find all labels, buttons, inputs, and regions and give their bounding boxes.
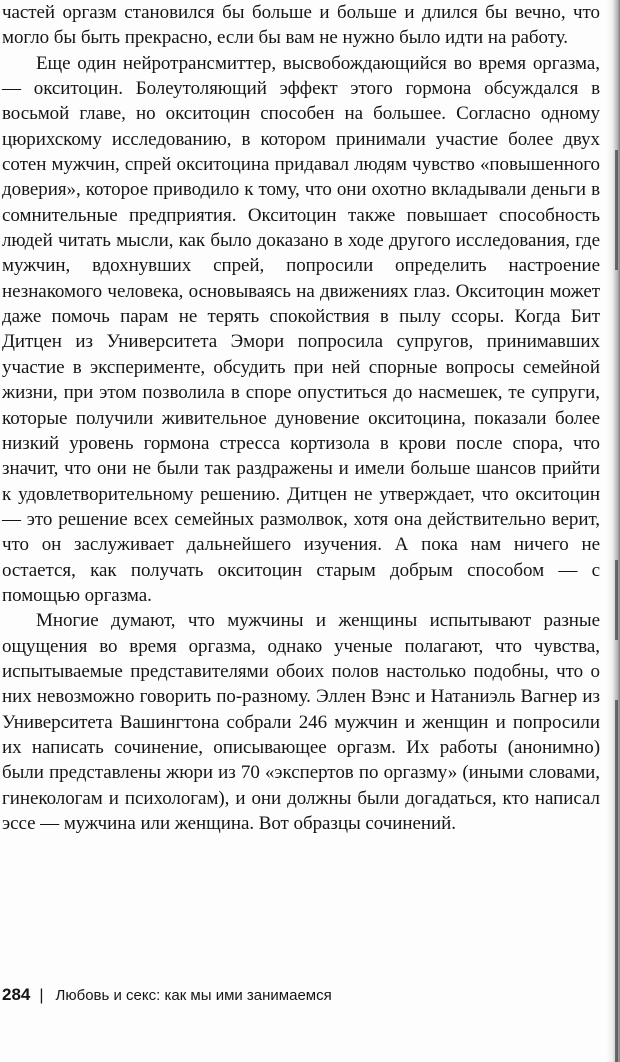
scan-edge-mark [615, 150, 618, 270]
paragraph-gender-orgasm: Многие думают, что мужчины и женщины испытывают разные ощущения во время оргазма, однако ученые полагают, что чувства, испытываемые представителями обоих полов настолько подобны, что о них невозможно говорить по-разному. Эллен Вэнс и Натаниэль Вагнер из Университета Вашингтона собрали 246 мужчин и женщин и попросили их написать сочинение, описывающее оргазм. Их работы (анонимно) были представлены жюри из 70 «экспертов по оргазму» (иными словами, гинекологам и психологам), и они должны были догадаться, кто написал эссе — мужчина или женщина. Вот образцы сочинений. [2, 610, 600, 834]
page-footer [2, 985, 332, 1005]
paragraph-oxytocin: Еще один нейротрансмиттер, высвобождающийся во время оргазма, — окситоцин. Болеутоляющий эффект этого гормона обсуждался в восьмой главе, но окситоцин способен на большее. Согласно одному цюрихскому исследованию, в котором принимали участие более двух сотен мужчин, спрей окситоцина придавал людям чувство «повышенного доверия», которое приводило к тому, что они охотно вкладывали деньги в сомнительные предприятия. Окситоцин также повышает способность людей читать мысли, как было доказано в ходе другого исследования, где мужчин, вдохнувших спрей, попросили определить настроение незнакомого человека, основываясь на движениях глаз. Окситоцин может даже помочь парам не терять спокойствия в пылу ссоры. Когда Бит Дитцен из Университета Эмори попросила супругов, принимавших участие в эксперименте, обсудить при ней спорные вопросы семейной жизни, при этом позволила в споре опуститься до насмешек, те супруги, которые получили живительное дуновение окситоцина, показали более низкий уровень гормона стресса кортизола в крови после спора, что значит, что они не были так раздражены и имели больше шансов прийти к удовлетворительному решению. Дитцен не утверждает, что окситоцин — это решение всех семейных размолвок, хотя она действительно верит, что он заслуживает дальнейшего изучения. А пока нам ничего не остается, как получать окситоцин старым добрым способом — с помощью оргазма. [2, 52, 600, 606]
paragraph-continuation: частей оргазм становился бы больше и больше и длился бы вечно, что могло бы быть прекрасно, если бы вам не нужно было идти на работу. [2, 2, 600, 49]
footer-separator: | [39, 987, 44, 1004]
scan-edge-mark [615, 560, 618, 640]
scan-edge-mark [615, 700, 618, 1062]
page-number: 284 [2, 985, 31, 1004]
running-title: Любовь и секс: как мы ими занимаемся [55, 987, 332, 1004]
body-text [2, 0, 600, 836]
